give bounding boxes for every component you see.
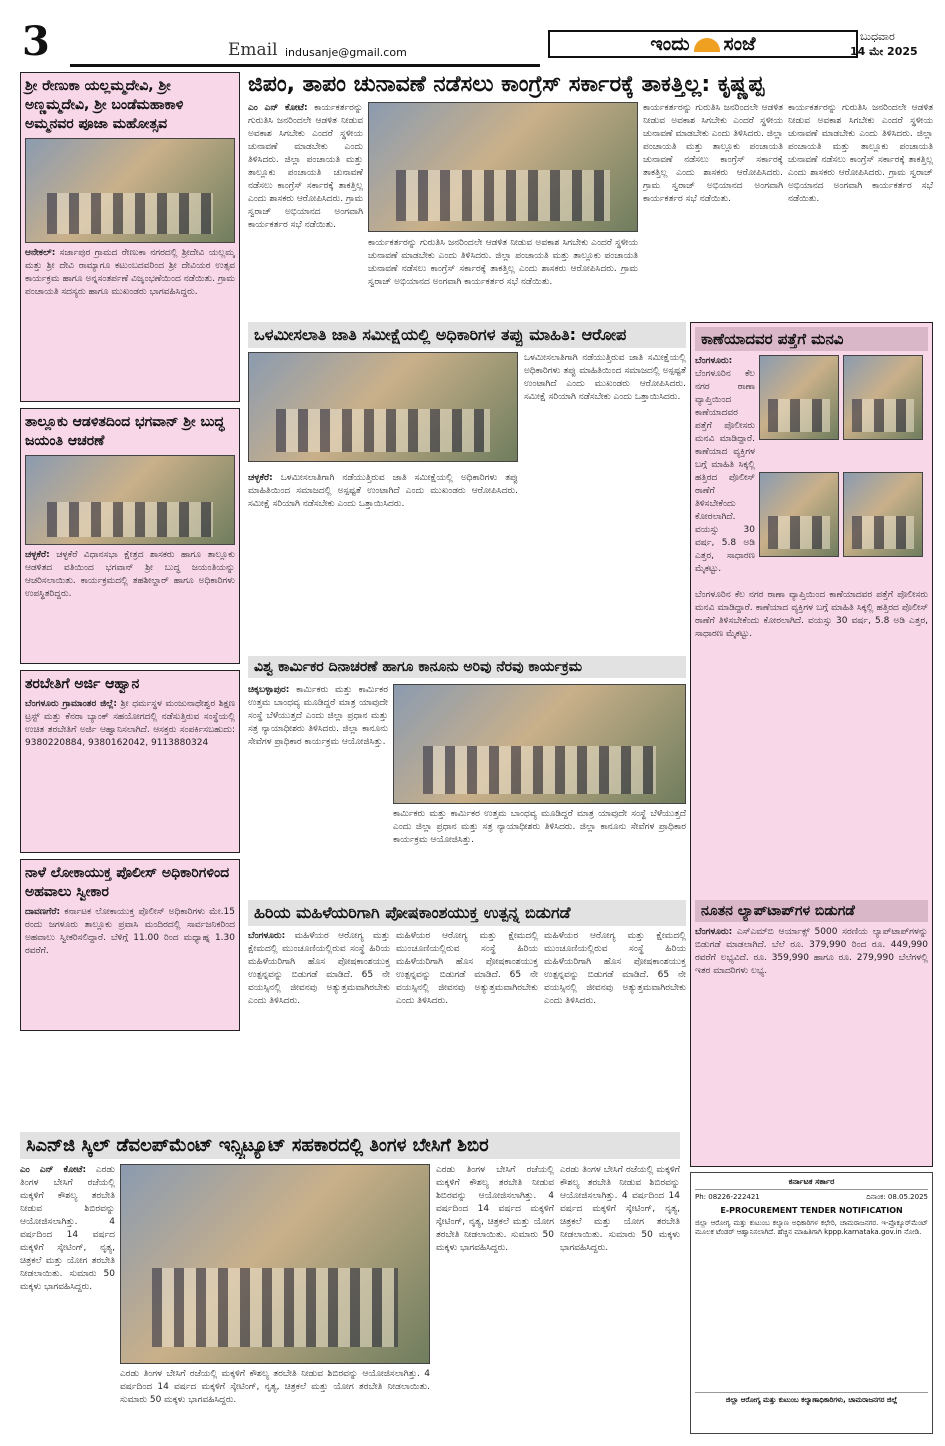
story-headline: ತರಬೇತಿಗೆ ಅರ್ಜಿ ಆಹ್ವಾನ [25, 676, 140, 692]
story-body-column: ಎರಡು ತಿಂಗಳ ಬೇಸಿಗೆ ರಜೆಯಲ್ಲಿ ಮಕ್ಕಳಿಗೆ ಕೌಶಲ್ಯ ತರಬೇತಿ ನೀಡುವ ಶಿಬಿರವನ್ನು ಆಯೋಜಿಸಲಾಗಿತ್ತು. 4 ವರ್ಷದಿಂದ 14 ವರ್ಷದ ಮಕ್ಕಳಿಗೆ ಸ್ಕೇಟಿಂಗ್, ನೃತ್ಯ, ಚಿತ್ರಕಲೆ ಮತ್ತು ಯೋಗ ತರಬೇತಿ ನೀಡಲಾಯಿತು. ಸುಮಾರು 50 ಮಕ್ಕಳು ಭಾಗವಹಿಸಿದ್ದರು. [436, 1165, 554, 1253]
missing-person-photo [759, 355, 839, 440]
right-column [690, 322, 933, 1167]
logo-right-text: ಸಂಜೆ [723, 33, 756, 55]
story-headline: ವಿಶ್ವ ಕಾರ್ಮಿಕರ ದಿನಾಚರಣೆ ಹಾಗೂ ಕಾನೂನು ಅರಿವು ನೆರವು ಕಾರ್ಯಕ್ರಮ [248, 656, 686, 678]
story-workers-day [248, 656, 686, 896]
story-headline: ಶ್ರೀ ರೇಣುಕಾ ಯಲ್ಲಮ್ಮದೇವಿ, ಶ್ರೀ ಅಣ್ಣಮ್ಮದೇವಿ, ಶ್ರೀ ಬಂಡೆಮಹಾಕಾಳಿ ಅಮ್ಮನವರ ಪೂಜಾ ಮಹೋತ್ಸವ [25, 78, 184, 132]
story-body-continued: ಕಾರ್ಮಿಕರು ಮತ್ತು ಕಾರ್ಮಿಕರ ಉತ್ತಮ ಬಾಂಧವ್ಯ ಮೂಡಿದ್ದರೆ ಮಾತ್ರ ಯಾವುದೇ ಸಂಸ್ಥೆ ಬೆಳೆಯುತ್ತದೆ ಎಂದು ಜಿಲ್ಲಾ ಪ್ರಧಾನ ಮತ್ತು ಸತ್ರ ನ್ಯಾಯಾಧೀಶರು ತಿಳಿಸಿದರು. ಜಿಲ್ಲಾ ಕಾನೂನು ಸೇವೆಗಳ ಪ್ರಾಧಿಕಾರ ಕಾರ್ಯಕ್ರಮ ಆಯೋಜಿಸಿತ್ತು. [393, 809, 686, 845]
masthead [0, 0, 945, 70]
story-buddha-jayanti [20, 408, 240, 664]
story-body-column: ಒಳಮೀಸಲಾತಿಗಾಗಿ ನಡೆಯುತ್ತಿರುವ ಜಾತಿ ಸಮೀಕ್ಷೆಯಲ್ಲಿ ಅಧಿಕಾರಿಗಳು ತಪ್ಪು ಮಾಹಿತಿಯಿಂದ ಸಮಾಜದಲ್ಲಿ ಅಸ್ಪಷ್ಟತೆ ಉಂಟಾಗಿದೆ ಎಂದು ಮುಖಂಡರು ಆರೋಪಿಸಿದರು. ಸಮೀಕ್ಷೆ ಸರಿಯಾಗಿ ನಡೆಸಬೇಕು ಎಂದು ಒತ್ತಾಯಿಸಿದರು. [524, 353, 686, 402]
story-body: ಬೆಂಗಳೂರು: ಎಸ್‌ಎಮ್‌ಬಿ ಆರ್ಯಾಕ್ಸ್ 5000 ಸರಣಿಯ ಲ್ಯಾಪ್‌ಟಾಪ್‌ಗಳನ್ನು ಬಿಡುಗಡೆ ಮಾಡಲಾಗಿದೆ. ಬೆಲೆ ರೂ. 379,990 ರಿಂದ ರೂ. 449,990 ರವರೆಗೆ ಲಭ್ಯವಿದೆ. ರೂ. 359,990 ಹಾಗೂ ರೂ. 279,990 ಬೆಲೆಗಳಲ್ಲಿ ಇತರ ಮಾದರಿಗಳು ಲಭ್ಯ. [695, 927, 928, 976]
missing-person-photo [759, 472, 839, 557]
story-body: ಬೆಂಗಳೂರು: ಮಹಿಳೆಯರ ಆರೋಗ್ಯ ಮತ್ತು ಕ್ಷೇಮದಲ್ಲಿ ಮುಂಚೂಣಿಯಲ್ಲಿರುವ ಸಂಸ್ಥೆ ಹಿರಿಯ ಮಹಿಳೆಯರಿಗಾಗಿ ಹೊಸ ಪೋಷಕಾಂಶಯುಕ್ತ ಉತ್ಪನ್ನವನ್ನು ಬಿಡುಗಡೆ ಮಾಡಿದೆ. 65 ನೇ ವಯಸ್ಸಿನಲ್ಲಿ ಜೀವನವು ಅತ್ಯುತ್ತಮವಾಗಿರಬೇಕು ಎಂದು ತಿಳಿಸಿದರು. [248, 931, 390, 1006]
event-photo [393, 684, 686, 804]
story-headline: ನಾಳೆ ಲೋಕಾಯುಕ್ತ ಪೊಲೀಸ್ ಅಧಿಕಾರಿಗಳಿಂದ ಅಹವಾಲು ಸ್ವೀಕಾರ [25, 865, 230, 900]
summer-camp-photo [120, 1164, 430, 1364]
story-lokayukta [20, 859, 240, 1031]
story-body: ಬೆಂಗಳೂರು: ಬೆಂಗಳೂರಿನ ಕೆಲ ನಗರ ಠಾಣಾ ವ್ಯಾಪ್ತಿಯಿಂದ ಕಾಣೆಯಾದವರ ಪತ್ತೆಗೆ ಪೊಲೀಸರು ಮನವಿ ಮಾಡಿದ್ದಾರೆ. ಕಾಣೆಯಾದ ವ್ಯಕ್ತಿಗಳ ಬಗ್ಗೆ ಮಾಹಿತಿ ಸಿಕ್ಕಲ್ಲಿ ಹತ್ತಿರದ ಪೊಲೀಸ್ ಠಾಣೆಗೆ ತಿಳಿಸಬೇಕೆಂದು ಕೋರಲಾಗಿದೆ. ವಯಸ್ಸು 30 ವರ್ಷ, 5.8 ಅಡಿ ಎತ್ತರ, ಸಾಧಾರಣ ಮೈಕಟ್ಟು. [695, 356, 755, 574]
notice-date: ದಿನಾಂಕ: 08.05.2025 [866, 1193, 928, 1201]
lead-photo [368, 102, 638, 232]
story-body-column: ಕಾರ್ಯಕರ್ತರನ್ನು ಗುರುತಿಸಿ ಜನರಿಂದಲೇ ಆಡಳಿತ ನೀಡುವ ಅವಕಾಶ ಸಿಗಬೇಕು ಎಂದರೆ ಸ್ಥಳೀಯ ಚುನಾವಣೆ ಮಾಡಬೇಕು ಎಂದು ತಿಳಿಸಿದರು. ಜಿಲ್ಲಾ ಪಂಚಾಯತಿ ಮತ್ತು ತಾಲ್ಲೂಕು ಪಂಚಾಯತಿ ಚುನಾವಣೆ ನಡೆಸಲು ಕಾಂಗ್ರೆಸ್ ಸರ್ಕಾರಕ್ಕೆ ತಾಕತ್ತಿಲ್ಲ ಎಂದು ಶಾಸಕರು ಆರೋಪಿಸಿದರು. ಗ್ರಾಮ ಸ್ವರಾಜ್ ಅಭಿಯಾನದ ಅಂಗವಾಗಿ ಕಾರ್ಯಕರ್ತರ ಸಭೆ ನಡೆಯಿತು. [643, 103, 783, 204]
story-headline: ಸಿಎನ್‌ಜಿ ಸ್ಕಿಲ್ ಡೆವಲಪ್‌ಮೆಂಟ್ ಇನ್ಸ್ಟಿಟ್ಯೂಟ್ ಸಹಕಾರದಲ್ಲಿ ತಿಂಗಳ ಬೇಸಿಗೆ ಶಿಬಿರ [20, 1132, 680, 1159]
press-meet-photo [248, 352, 518, 462]
story-body: ಚಳ್ಳಕೆರೆ: ಒಳಮೀಸಲಾತಿಗಾಗಿ ನಡೆಯುತ್ತಿರುವ ಜಾತಿ ಸಮೀಕ್ಷೆಯಲ್ಲಿ ಅಧಿಕಾರಿಗಳು ತಪ್ಪು ಮಾಹಿತಿಯಿಂದ ಸಮಾಜದಲ್ಲಿ ಅಸ್ಪಷ್ಟತೆ ಉಂಟಾಗಿದೆ ಎಂದು ಮುಖಂಡರು ಆರೋಪಿಸಿದರು. ಸಮೀಕ್ಷೆ ಸರಿಯಾಗಿ ನಡೆಸಬೇಕು ಎಂದು ಒತ್ತಾಯಿಸಿದರು. [248, 473, 518, 509]
story-body: ಬೆಂಗಳೂರು ಗ್ರಾಮಾಂತರ ಜಿಲ್ಲೆ: ಶ್ರೀ ಧರ್ಮಸ್ಥಳ ಮಂಜುನಾಥೇಶ್ವರ ಶಿಕ್ಷಣ ಟ್ರಸ್ಟ್ ಮತ್ತು ಕೆನರಾ ಬ್ಯಾಂಕ್ ಸಹಯೋಗದಲ್ಲಿ ನಡೆಸುತ್ತಿರುವ ಸಂಸ್ಥೆಯಲ್ಲಿ ಉಚಿತ ತರಬೇತಿಗೆ ಅರ್ಜಿ ಆಹ್ವಾನಿಸಲಾಗಿದೆ. ಆಸಕ್ತರು ಸಂಪರ್ಕಿಸಬಹುದು: 9380220884, 9380162042, 9113880324 [25, 699, 235, 748]
story-reservation-survey [248, 322, 686, 652]
email-label: Email [228, 40, 278, 60]
story-headline: ಒಳಮೀಸಲಾತಿ ಜಾತಿ ಸಮೀಕ್ಷೆಯಲ್ಲಿ ಅಧಿಕಾರಿಗಳ ತಪ್ಪು ಮಾಹಿತಿ: ಆರೋಪ [248, 322, 686, 348]
lead-headline: ಜಿಪಂ, ತಾಪಂ ಚುನಾವಣೆ ನಡೆಸಲು ಕಾಂಗ್ರೆಸ್ ಸರ್ಕಾರಕ್ಕೆ ತಾಕತ್ತಿಲ್ಲ: ಕೃಷ್ಣಪ್ಪ [248, 72, 765, 97]
story-body: ಎಂ ಎನ್ ಕೋಟೆ: ಕಾರ್ಯಕರ್ತರನ್ನು ಗುರುತಿಸಿ ಜನರಿಂದಲೇ ಆಡಳಿತ ನೀಡುವ ಅವಕಾಶ ಸಿಗಬೇಕು ಎಂದರೆ ಸ್ಥಳೀಯ ಚುನಾವಣೆ ಮಾಡಬೇಕು ಎಂದು ತಿಳಿಸಿದರು. ಜಿಲ್ಲಾ ಪಂಚಾಯತಿ ಮತ್ತು ತಾಲ್ಲೂಕು ಪಂಚಾಯತಿ ಚುನಾವಣೆ ನಡೆಸಲು ಕಾಂಗ್ರೆಸ್ ಸರ್ಕಾರಕ್ಕೆ ತಾಕತ್ತಿಲ್ಲ ಎಂದು ಶಾಸಕರು ಆರೋಪಿಸಿದರು. ಗ್ರಾಮ ಸ್ವರಾಜ್ ಅಭಿಯಾನದ ಅಂಗವಾಗಿ ಕಾರ್ಯಕರ್ತರ ಸಭೆ ನಡೆಯಿತು. [248, 103, 363, 230]
story-body-column: ಕಾರ್ಯಕರ್ತರನ್ನು ಗುರುತಿಸಿ ಜನರಿಂದಲೇ ಆಡಳಿತ ನೀಡುವ ಅವಕಾಶ ಸಿಗಬೇಕು ಎಂದರೆ ಸ್ಥಳೀಯ ಚುನಾವಣೆ ಮಾಡಬೇಕು ಎಂದು ತಿಳಿಸಿದರು. ಜಿಲ್ಲಾ ಪಂಚಾಯತಿ ಮತ್ತು ತಾಲ್ಲೂಕು ಪಂಚಾಯತಿ ಚುನಾವಣೆ ನಡೆಸಲು ಕಾಂಗ್ರೆಸ್ ಸರ್ಕಾರಕ್ಕೆ ತಾಕತ್ತಿಲ್ಲ ಎಂದು ಶಾಸಕರು ಆರೋಪಿಸಿದರು. ಗ್ರಾಮ ಸ್ವರಾಜ್ ಅಭಿಯಾನದ ಅಂಗವಾಗಿ ಕಾರ್ಯಕರ್ತರ ಸಭೆ ನಡೆಯಿತು. [788, 103, 933, 204]
notice-org: ಕರ್ನಾಟಕ ಸರ್ಕಾರ [788, 1177, 835, 1186]
newspaper-logo [548, 30, 858, 58]
story-temple-festival [20, 72, 240, 402]
story-training [20, 670, 240, 853]
page-number: 3 [22, 18, 50, 65]
story-body-column: ಮಹಿಳೆಯರ ಆರೋಗ್ಯ ಮತ್ತು ಕ್ಷೇಮದಲ್ಲಿ ಮುಂಚೂಣಿಯಲ್ಲಿರುವ ಸಂಸ್ಥೆ ಹಿರಿಯ ಮಹಿಳೆಯರಿಗಾಗಿ ಹೊಸ ಪೋಷಕಾಂಶಯುಕ್ತ ಉತ್ಪನ್ನವನ್ನು ಬಿಡುಗಡೆ ಮಾಡಿದೆ. 65 ನೇ ವಯಸ್ಸಿನಲ್ಲಿ ಜೀವನವು ಅತ್ಯುತ್ತಮವಾಗಿರಬೇಕು ಎಂದು ತಿಳಿಸಿದರು. [544, 931, 686, 1006]
left-column [20, 72, 240, 1127]
email-address: indusanje@gmail.com [285, 46, 407, 59]
lead-story [248, 102, 933, 320]
story-body-continued: ಬೆಂಗಳೂರಿನ ಕೆಲ ನಗರ ಠಾಣಾ ವ್ಯಾಪ್ತಿಯಿಂದ ಕಾಣೆಯಾದವರ ಪತ್ತೆಗೆ ಪೊಲೀಸರು ಮನವಿ ಮಾಡಿದ್ದಾರೆ. ಕಾಣೆಯಾದ ವ್ಯಕ್ತಿಗಳ ಬಗ್ಗೆ ಮಾಹಿತಿ ಸಿಕ್ಕಲ್ಲಿ ಹತ್ತಿರದ ಪೊಲೀಸ್ ಠಾಣೆಗೆ ತಿಳಿಸಬೇಕೆಂದು ಕೋರಲಾಗಿದೆ. ವಯಸ್ಸು 30 ವರ್ಷ, 5.8 ಅಡಿ ಎತ್ತರ, ಸಾಧಾರಣ ಮೈಕಟ್ಟು. [695, 590, 928, 639]
story-body: ಚಿಕ್ಕಬಳ್ಳಾಪುರ: ಕಾರ್ಮಿಕರು ಮತ್ತು ಕಾರ್ಮಿಕರ ಉತ್ತಮ ಬಾಂಧವ್ಯ ಮೂಡಿದ್ದರೆ ಮಾತ್ರ ಯಾವುದೇ ಸಂಸ್ಥೆ ಬೆಳೆಯುತ್ತದೆ ಎಂದು ಜಿಲ್ಲಾ ಪ್ರಧಾನ ಮತ್ತು ಸತ್ರ ನ್ಯಾಯಾಧೀಶರು ತಿಳಿಸಿದರು. ಜಿಲ್ಲಾ ಕಾನೂನು ಸೇವೆಗಳ ಪ್ರಾಧಿಕಾರ ಕಾರ್ಯಕ್ರಮ ಆಯೋಜಿಸಿತ್ತು. [248, 685, 388, 747]
notice-body: ಜಿಲ್ಲಾ ಆರೋಗ್ಯ ಮತ್ತು ಕುಟುಂಬ ಕಲ್ಯಾಣ ಅಧಿಕಾರಿಗಳ ಕಛೇರಿ, ಚಾಮರಾಜನಗರ. ಇ-ಪ್ರೊಕ್ಯೂರ್‌ಮೆಂಟ್ ಮೂಲಕ ಟೆಂಡರ್ ಆಹ್ವಾನಿಸಲಾಗಿದೆ. ಹೆಚ್ಚಿನ ಮಾಹಿತಿಗಾಗಿ kppp.karnataka.gov.in ನೋಡಿ. [695, 1219, 928, 1236]
sun-icon [694, 38, 720, 52]
story-body: ಆನೇಕಲ್: ಸರ್ಜಾಪುರ ಗ್ರಾಮದ ರೇಣುಕಾ ನಗರದಲ್ಲಿ ಶ್ರೀದೇವಿ ಯಲ್ಲಮ್ಮ ಮತ್ತು ಶ್ರೀ ದೇವಿ ರಾಮ್ಯಾಗೂ ಕಟುಂಬದವರಿಂದ ಶ್ರೀ ದೇವಿಯರ ಉತ್ಸವ ಕಾರ್ಯಕ್ರಮ ಹಾಗೂ ಅನ್ನಸಂತರ್ಪಣೆ ವಿಜೃಂಭಣೆಯಿಂದ ನಡೆಯಿತು. ಗ್ರಾಮ ಪಂಚಾಯತಿ ಸದಸ್ಯರು ಹಾಗೂ ಮುಖಂಡರು ಭಾಗವಹಿಸಿದ್ದರು. [25, 248, 235, 297]
story-body: ದಾವಣಗೆರೆ: ಕರ್ನಾಟಕ ಲೋಕಾಯುಕ್ತ ಪೊಲೀಸ್ ಅಧಿಕಾರಿಗಳು ಮೇ.15 ರಂದು ಜಗಳೂರು ತಾಲ್ಲೂಕು ಪ್ರವಾಸಿ ಮಂದಿರದಲ್ಲಿ ಸಾರ್ವಜನಿಕರಿಂದ ಅಹವಾಲು ಸ್ವೀಕರಿಸಲಿದ್ದಾರೆ. ಬೆಳಿಗ್ಗೆ 11.00 ರಿಂದ ಮಧ್ಯಾಹ್ನ 1.30 ರವರೆಗೆ. [25, 907, 235, 956]
festival-photo [25, 138, 235, 243]
masthead-rule [70, 64, 540, 67]
notice-title: E-PROCUREMENT TENDER NOTIFICATION [720, 1206, 903, 1215]
tender-notice [690, 1172, 933, 1434]
logo-left-text: ಇಂದು [650, 33, 690, 55]
story-nutrition-product [248, 900, 686, 1150]
weekday: ಬುಧವಾರ [860, 30, 895, 43]
story-body-continued: ಕಾರ್ಯಕರ್ತರನ್ನು ಗುರುತಿಸಿ ಜನರಿಂದಲೇ ಆಡಳಿತ ನೀಡುವ ಅವಕಾಶ ಸಿಗಬೇಕು ಎಂದರೆ ಸ್ಥಳೀಯ ಚುನಾವಣೆ ಮಾಡಬೇಕು ಎಂದು ತಿಳಿಸಿದರು. ಜಿಲ್ಲಾ ಪಂಚಾಯತಿ ಮತ್ತು ತಾಲ್ಲೂಕು ಪಂಚಾಯತಿ ಚುನಾವಣೆ ನಡೆಸಲು ಕಾಂಗ್ರೆಸ್ ಸರ್ಕಾರಕ್ಕೆ ತಾಕತ್ತಿಲ್ಲ ಎಂದು ಶಾಸಕರು ಆರೋಪಿಸಿದರು. ಗ್ರಾಮ ಸ್ವರಾಜ್ ಅಭಿಯಾನದ ಅಂಗವಾಗಿ ಕಾರ್ಯಕರ್ತರ ಸಭೆ ನಡೆಯಿತು. [368, 238, 638, 287]
story-body-column: ಮಹಿಳೆಯರ ಆರೋಗ್ಯ ಮತ್ತು ಕ್ಷೇಮದಲ್ಲಿ ಮುಂಚೂಣಿಯಲ್ಲಿರುವ ಸಂಸ್ಥೆ ಹಿರಿಯ ಮಹಿಳೆಯರಿಗಾಗಿ ಹೊಸ ಪೋಷಕಾಂಶಯುಕ್ತ ಉತ್ಪನ್ನವನ್ನು ಬಿಡುಗಡೆ ಮಾಡಿದೆ. 65 ನೇ ವಯಸ್ಸಿನಲ್ಲಿ ಜೀವನವು ಅತ್ಯುತ್ತಮವಾಗಿರಬೇಕು ಎಂದು ತಿಳಿಸಿದರು. [396, 931, 538, 1006]
missing-headline: ಕಾಣೆಯಾದವರ ಪತ್ತೆಗೆ ಮನವಿ [695, 327, 928, 351]
laptop-headline: ನೂತನ ಲ್ಯಾಪ್‌ಟಾಪ್‌ಗಳ ಬಿಡುಗಡೆ [695, 900, 928, 922]
story-headline: ತಾಲ್ಲೂಕು ಆಡಳಿತದಿಂದ ಭಗವಾನ್ ಶ್ರೀ ಬುದ್ಧ ಜಯಂತಿ ಆಚರಣೆ [25, 414, 225, 449]
story-summer-camp [20, 1132, 680, 1432]
notice-footer: ಜಿಲ್ಲಾ ಆರೋಗ್ಯ ಮತ್ತು ಕುಟುಂಬ ಕಲ್ಯಾಣಾಧಿಕಾರಿಗಳು, ಚಾಮರಾಜನಗರ ಜಿಲ್ಲೆ [725, 1396, 898, 1404]
story-body: ಚಳ್ಳಕೆರೆ: ಚಳ್ಳಕೆರೆ ವಿಧಾನಸಭಾ ಕ್ಷೇತ್ರದ ಶಾಸಕರು ಹಾಗೂ ತಾಲ್ಲೂಕು ಆಡಳಿತದ ವತಿಯಿಂದ ಭಗವಾನ್ ಶ್ರೀ ಬುದ್ಧ ಜಯಂತಿಯನ್ನು ಆಚರಿಸಲಾಯಿತು. ಕಾರ್ಯಕ್ರಮದಲ್ಲಿ ತಹಶೀಲ್ದಾರ್ ಹಾಗೂ ಅಧಿಕಾರಿಗಳು ಉಪಸ್ಥಿತರಿದ್ದರು. [25, 550, 235, 599]
buddha-jayanti-photo [25, 455, 235, 545]
issue-date: 14 ಮೇ 2025 [850, 45, 918, 58]
story-body-column: ಎರಡು ತಿಂಗಳ ಬೇಸಿಗೆ ರಜೆಯಲ್ಲಿ ಮಕ್ಕಳಿಗೆ ಕೌಶಲ್ಯ ತರಬೇತಿ ನೀಡುವ ಶಿಬಿರವನ್ನು ಆಯೋಜಿಸಲಾಗಿತ್ತು. 4 ವರ್ಷದಿಂದ 14 ವರ್ಷದ ಮಕ್ಕಳಿಗೆ ಸ್ಕೇಟಿಂಗ್, ನೃತ್ಯ, ಚಿತ್ರಕಲೆ ಮತ್ತು ಯೋಗ ತರಬೇತಿ ನೀಡಲಾಯಿತು. ಸುಮಾರು 50 ಮಕ್ಕಳು ಭಾಗವಹಿಸಿದ್ದರು. [560, 1165, 680, 1253]
story-body-continued: ಎರಡು ತಿಂಗಳ ಬೇಸಿಗೆ ರಜೆಯಲ್ಲಿ ಮಕ್ಕಳಿಗೆ ಕೌಶಲ್ಯ ತರಬೇತಿ ನೀಡುವ ಶಿಬಿರವನ್ನು ಆಯೋಜಿಸಲಾಗಿತ್ತು. 4 ವರ್ಷದಿಂದ 14 ವರ್ಷದ ಮಕ್ಕಳಿಗೆ ಸ್ಕೇಟಿಂಗ್, ನೃತ್ಯ, ಚಿತ್ರಕಲೆ ಮತ್ತು ಯೋಗ ತರಬೇತಿ ನೀಡಲಾಯಿತು. ಸುಮಾರು 50 ಮಕ್ಕಳು ಭಾಗವಹಿಸಿದ್ದರು. [120, 1369, 430, 1405]
story-body: ಎಂ ಎನ್ ಕೋಟೆ: ಎರಡು ತಿಂಗಳ ಬೇಸಿಗೆ ರಜೆಯಲ್ಲಿ ಮಕ್ಕಳಿಗೆ ಕೌಶಲ್ಯ ತರಬೇತಿ ನೀಡುವ ಶಿಬಿರವನ್ನು ಆಯೋಜಿಸಲಾಗಿತ್ತು. 4 ವರ್ಷದಿಂದ 14 ವರ್ಷದ ಮಕ್ಕಳಿಗೆ ಸ್ಕೇಟಿಂಗ್, ನೃತ್ಯ, ಚಿತ್ರಕಲೆ ಮತ್ತು ಯೋಗ ತರಬೇತಿ ನೀಡಲಾಯಿತು. ಸುಮಾರು 50 ಮಕ್ಕಳು ಭಾಗವಹಿಸಿದ್ದರು. [20, 1165, 115, 1292]
missing-person-photo [843, 472, 923, 557]
notice-phone: Ph: 08226-222421 [695, 1193, 760, 1201]
missing-person-photo [843, 355, 923, 440]
story-headline: ಹಿರಿಯ ಮಹಿಳೆಯರಿಗಾಗಿ ಪೋಷಕಾಂಶಯುಕ್ತ ಉತ್ಪನ್ನ ಬಿಡುಗಡೆ [248, 900, 686, 926]
